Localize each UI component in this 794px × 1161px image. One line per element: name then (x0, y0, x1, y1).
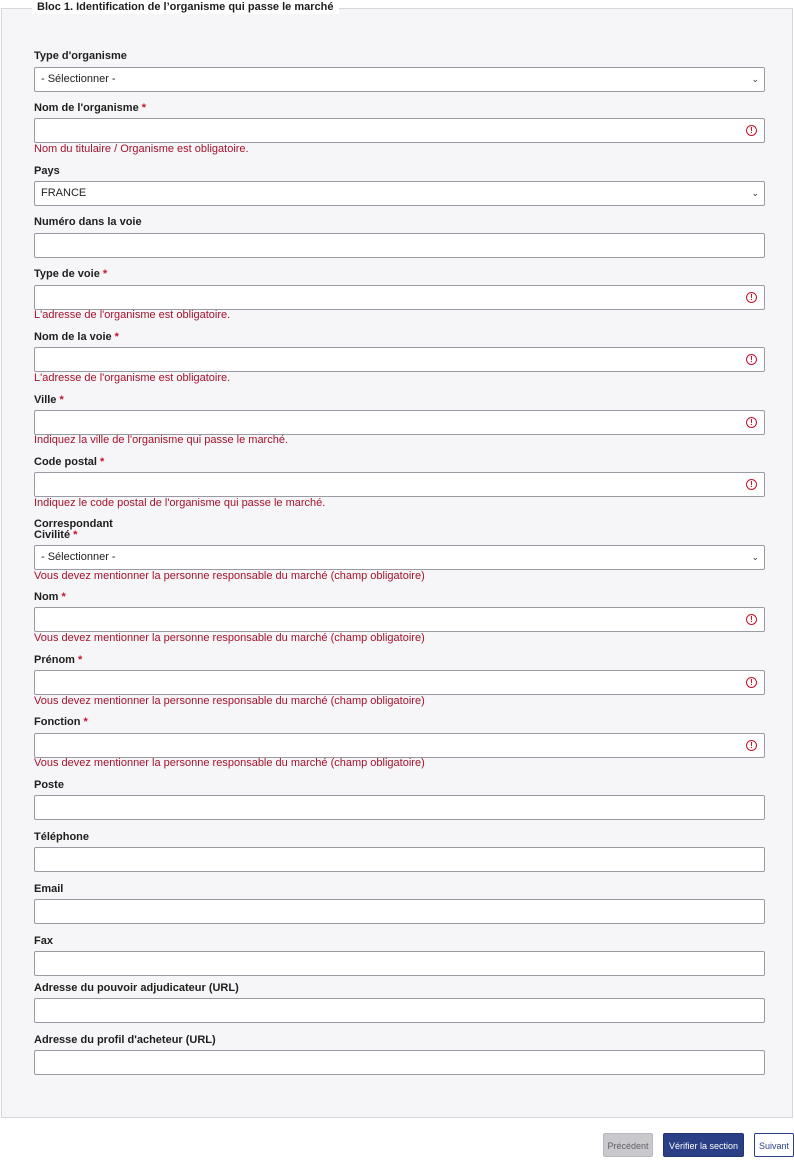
section-legend: Bloc 1. Identification de l’organisme qui passe le marché (32, 0, 339, 14)
previous-button[interactable]: Précédent (603, 1133, 653, 1157)
type-voie-label: Type de voie * (34, 268, 108, 280)
nom-label: Nom * (34, 591, 66, 603)
alert-circle-icon: ! (746, 677, 757, 688)
type-voie-error: L'adresse de l'organisme est obligatoire. (34, 309, 231, 321)
nom-error: Vous devez mentionner la personne responsable du marché (champ obligatoire) (34, 632, 425, 644)
numero-voie-label: Numéro dans la voie (34, 216, 142, 228)
telephone-input[interactable] (34, 847, 765, 872)
pays-select[interactable] (34, 181, 765, 206)
civilite-error: Vous devez mentionner la personne responsable du marché (champ obligatoire) (34, 570, 425, 582)
alert-circle-icon: ! (746, 740, 757, 751)
code-postal-input[interactable] (34, 472, 765, 497)
civilite-select[interactable] (34, 545, 765, 570)
fax-input[interactable] (34, 951, 765, 976)
prenom-label: Prénom * (34, 654, 83, 666)
chevron-down-icon: ⌄ (751, 74, 759, 84)
civilite-value: - Sélectionner - (41, 551, 116, 563)
url-pouvoir-input[interactable] (34, 998, 765, 1023)
fax-label: Fax (34, 935, 53, 947)
alert-circle-icon: ! (746, 614, 757, 625)
ville-input[interactable] (34, 410, 765, 435)
alert-circle-icon: ! (746, 125, 757, 136)
pays-value: FRANCE (41, 187, 87, 199)
chevron-down-icon: ⌄ (751, 552, 759, 562)
code-postal-label: Code postal * (34, 456, 105, 468)
code-postal-error: Indiquez le code postal de l'organisme qui passe le marché. (34, 497, 326, 509)
alert-circle-icon: ! (746, 354, 757, 365)
ville-error: Indiquez la ville de l'organisme qui passe le marché. (34, 434, 289, 446)
type-organisme-select[interactable] (34, 67, 765, 92)
pays-label: Pays (34, 165, 60, 177)
fonction-input[interactable] (34, 733, 765, 758)
nom-organisme-input[interactable] (34, 118, 765, 143)
fonction-error: Vous devez mentionner la personne responsable du marché (champ obligatoire) (34, 757, 425, 769)
nom-voie-error: L'adresse de l'organisme est obligatoire. (34, 372, 231, 384)
type-organisme-label: Type d'organisme (34, 50, 127, 62)
verify-section-button[interactable]: Vérifier la section (663, 1133, 744, 1157)
type-organisme-value: - Sélectionner - (41, 73, 116, 85)
url-profil-input[interactable] (34, 1050, 765, 1075)
alert-circle-icon: ! (746, 479, 757, 490)
email-label: Email (34, 883, 64, 895)
alert-circle-icon: ! (746, 292, 757, 303)
nom-voie-label: Nom de la voie * (34, 331, 119, 343)
url-profil-label: Adresse du profil d'acheteur (URL) (34, 1034, 216, 1046)
next-button[interactable]: Suivant (754, 1133, 794, 1157)
chevron-down-icon: ⌄ (751, 188, 759, 198)
correspondant-heading: Correspondant (34, 518, 113, 530)
alert-circle-icon: ! (746, 417, 757, 428)
nom-organisme-error: Nom du titulaire / Organisme est obligatoire. (34, 143, 249, 155)
poste-input[interactable] (34, 795, 765, 820)
prenom-error: Vous devez mentionner la personne responsable du marché (champ obligatoire) (34, 695, 425, 707)
prenom-input[interactable] (34, 670, 765, 695)
email-input[interactable] (34, 899, 765, 924)
nom-organisme-label: Nom de l'organisme * (34, 102, 146, 114)
type-voie-input[interactable] (34, 285, 765, 310)
nom-voie-input[interactable] (34, 347, 765, 372)
nom-input[interactable] (34, 607, 765, 632)
telephone-label: Téléphone (34, 831, 90, 843)
civilite-label: Civilité * (34, 529, 78, 541)
numero-voie-input[interactable] (34, 233, 765, 258)
fonction-label: Fonction * (34, 716, 88, 728)
url-pouvoir-label: Adresse du pouvoir adjudicateur (URL) (34, 982, 239, 994)
poste-label: Poste (34, 779, 64, 791)
ville-label: Ville * (34, 394, 64, 406)
